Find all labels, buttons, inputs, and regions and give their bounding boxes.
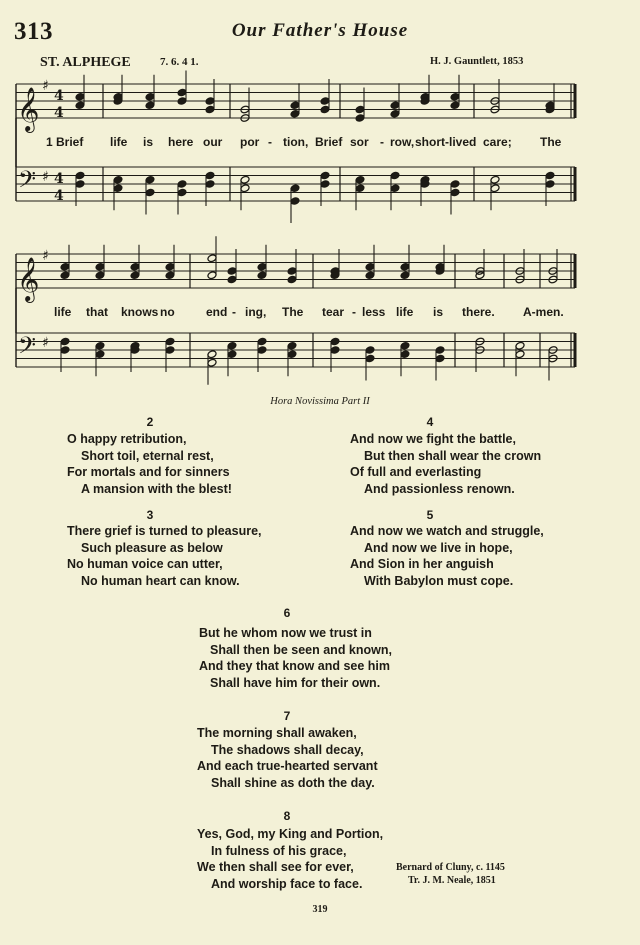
verse-line: A mansion with the blest! <box>81 481 232 496</box>
system2-syllable: is <box>433 305 444 319</box>
composer: H. J. Gauntlett, 1853 <box>430 56 524 67</box>
system2-syllable: ing, <box>245 305 267 319</box>
time-signature: 4 <box>54 188 64 204</box>
verse-line: No human heart can know. <box>81 573 240 588</box>
system1-syllable: care; <box>483 135 512 149</box>
tune-name: ST. ALPHEGE <box>40 55 131 70</box>
verse-line: And they that know and see him <box>199 659 390 674</box>
system1-syllable: tion, <box>283 135 309 149</box>
system2-syllable: no <box>160 305 175 319</box>
page-title: Our Father's House <box>231 20 409 41</box>
system2-syllable: life <box>54 305 72 319</box>
verse-line: But he whom now we trust in <box>199 626 372 640</box>
system2-syllable: end <box>206 305 228 319</box>
key-sharp-icon: ♯ <box>42 169 49 185</box>
system2-syllable: - <box>232 305 236 319</box>
time-signature: 4 <box>54 105 64 121</box>
verse-number: 5 <box>426 508 434 522</box>
system2-syllable: life <box>396 305 414 319</box>
verse-line: O happy retribution, <box>67 432 187 446</box>
verse-line: We then shall see for ever, <box>197 860 354 875</box>
verse-line: And each true-hearted servant <box>197 759 378 774</box>
key-sharp-icon: ♯ <box>42 78 49 94</box>
verse-line: In fulness of his grace, <box>211 843 347 858</box>
verse-line: Shall shine as doth the day. <box>211 775 375 790</box>
verse-line: Yes, God, my King and Portion, <box>197 827 384 841</box>
system2-syllable: there. <box>462 305 495 319</box>
hymn-number: 313 <box>14 18 53 45</box>
system2-syllable: - <box>352 305 356 319</box>
tune-meter: 7. 6. 4 1. <box>160 56 199 68</box>
system1-syllable: row, <box>390 135 415 149</box>
system1-syllable: here <box>168 135 194 149</box>
verse-number: 3 <box>146 508 154 522</box>
key-sharp-icon: ♯ <box>42 248 49 264</box>
verse-number: 4 <box>426 415 434 429</box>
system2-syllable: knows <box>121 305 159 319</box>
system2-syllable: A-men. <box>523 305 564 319</box>
verse-number: 2 <box>146 415 154 429</box>
verse-line: And worship face to face. <box>211 876 363 891</box>
system1-syllable: 1 Brief <box>46 135 84 149</box>
system2-syllable: tear <box>322 305 345 319</box>
source-note: Hora Novissima Part II <box>270 396 370 407</box>
time-signature: 4 <box>54 171 64 187</box>
time-signature: 4 <box>54 88 64 104</box>
verse-line: And Sion in her anguish <box>350 557 494 572</box>
verse-line: There grief is turned to pleasure, <box>67 524 262 538</box>
verse-line: Shall have him for their own. <box>210 675 381 690</box>
system2-syllable: that <box>86 305 108 319</box>
verse-number: 8 <box>283 809 291 823</box>
treble-clef-icon: 𝄞 <box>17 257 40 301</box>
treble-clef-icon: 𝄞 <box>17 87 40 131</box>
bass-clef-icon: 𝄢 <box>18 165 37 199</box>
key-sharp-icon: ♯ <box>42 335 49 351</box>
bass-clef-icon: 𝄢 <box>18 331 37 365</box>
system1-syllable: por <box>240 135 260 149</box>
system2-syllable: The <box>282 305 304 319</box>
verse-line: The shadows shall decay, <box>211 742 364 757</box>
verse-line: And now we fight the battle, <box>350 432 516 446</box>
verse-line: For mortals and for sinners <box>67 465 230 480</box>
verse-line: With Babylon must cope. <box>364 573 514 588</box>
verse-line: But then shall wear the crown <box>364 448 542 463</box>
system1-syllable: - <box>268 135 272 149</box>
verse-line: No human voice can utter, <box>67 557 223 572</box>
system1-syllable: The <box>540 135 562 149</box>
verse-line: Of full and everlasting <box>350 465 482 480</box>
translator-attribution: Tr. J. M. Neale, 1851 <box>408 875 496 886</box>
verse-number: 6 <box>283 606 291 620</box>
system1-syllable: Brief <box>315 135 343 149</box>
music-score <box>0 0 640 390</box>
verse-line: The morning shall awaken, <box>197 726 357 740</box>
verse-line: And now we watch and struggle, <box>350 524 544 538</box>
system1-syllable: life <box>110 135 128 149</box>
system2-syllable: less <box>362 305 386 319</box>
verse-line: And passionless renown. <box>364 481 515 496</box>
system1-syllable: is <box>143 135 154 149</box>
verse-line: Such pleasure as below <box>81 540 223 555</box>
system1-syllable: our <box>203 135 223 149</box>
author-attribution: Bernard of Cluny, c. 1145 <box>396 862 505 873</box>
system1-syllable: short-lived <box>415 135 477 149</box>
verse-line: Short toil, eternal rest, <box>81 448 214 463</box>
verse-number: 7 <box>283 709 291 723</box>
system1-syllable: sor <box>350 135 369 149</box>
verse-line: Shall then be seen and known, <box>210 642 392 657</box>
verse-line: And now we live in hope, <box>364 540 513 555</box>
system1-syllable: - <box>380 135 384 149</box>
page-number: 319 <box>312 904 328 915</box>
